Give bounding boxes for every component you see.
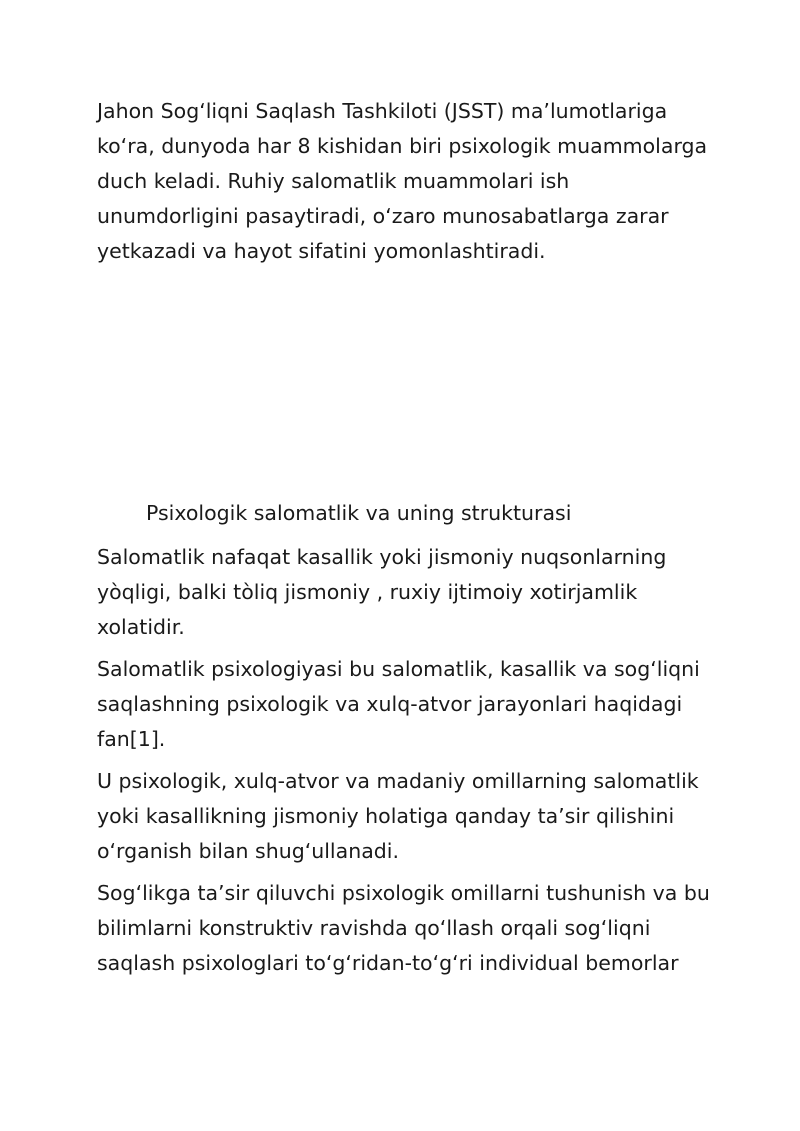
text-line: yòqligi, balki tòliq jismoniy , ruxiy ijtimoiy xotirjamlik: [97, 580, 638, 604]
text-line: fan[1].: [97, 727, 166, 751]
text-line: o‘rganish bilan shug‘ullanadi.: [97, 839, 399, 863]
paragraph-health-psychology: [97, 652, 717, 757]
intro-paragraph: [97, 94, 717, 269]
text-line: unumdorligini pasaytiradi, o‘zaro munosabatlarga zarar: [97, 204, 669, 228]
text-line: yoki kasallikning jismoniy holatiga qanday ta’sir qilishini: [97, 804, 675, 828]
text-line: saqlash psixologlari to‘g‘ridan-to‘g‘ri individual bemorlar: [97, 951, 679, 975]
section-heading: Psixologik salomatlik va uning strukturasi: [146, 501, 572, 525]
text-line: Sog‘likga ta’sir qiluvchi psixologik omillarni tushunish va bu: [97, 881, 710, 905]
text-line: U psixologik, xulq-atvor va madaniy omillarning salomatlik: [97, 769, 699, 793]
text-line: duch keladi. Ruhiy salomatlik muammolari ish: [97, 169, 570, 193]
paragraph-factors: [97, 764, 717, 869]
text-line: ko‘ra, dunyoda har 8 kishidan biri psixologik muammolarga: [97, 134, 708, 158]
text-line: saqlashning psixologik va xulq-atvor jarayonlari haqidagi: [97, 692, 683, 716]
text-line: yetkazadi va hayot sifatini yomonlashtiradi.: [97, 239, 546, 263]
text-line: xolatidir.: [97, 615, 185, 639]
text-line: Salomatlik nafaqat kasallik yoki jismoniy nuqsonlarning: [97, 545, 667, 569]
text-line: Salomatlik psixologiyasi bu salomatlik, kasallik va sog‘liqni: [97, 657, 700, 681]
paragraph-application: [97, 876, 717, 981]
text-line: Jahon Sog‘liqni Saqlash Tashkiloti (JSST) ma’lumotlariga: [97, 99, 668, 123]
paragraph-health-definition: [97, 540, 717, 645]
text-line: bilimlarni konstruktiv ravishda qo‘llash orqali sog‘liqni: [97, 916, 651, 940]
